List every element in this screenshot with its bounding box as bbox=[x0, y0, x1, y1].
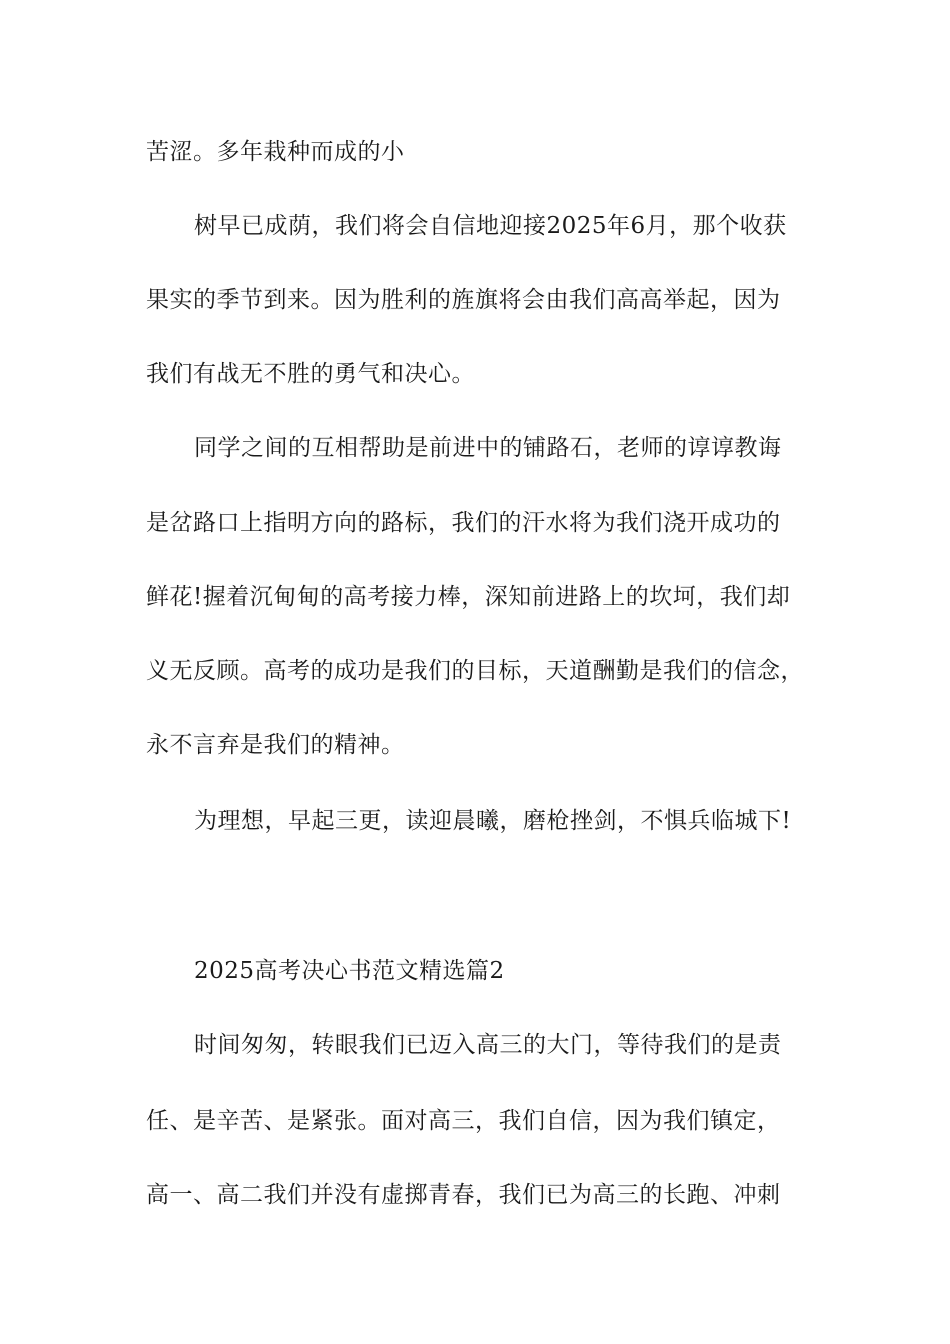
paragraph-line: 鲜花!握着沉甸甸的高考接力棒，深知前进路上的坎坷，我们却 bbox=[146, 584, 791, 610]
paragraph-line: 是岔路口上指明方向的路标，我们的汗水将为我们浇开成功的 bbox=[146, 510, 781, 536]
paragraph-line: 苦涩。多年栽种而成的小 bbox=[146, 139, 405, 165]
paragraph-line: 树早已成荫，我们将会自信地迎接2025年6月，那个收获 bbox=[194, 213, 787, 239]
paragraph-line: 我们有战无不胜的勇气和决心。 bbox=[146, 361, 475, 387]
paragraph-line: 果实的季节到来。因为胜利的旌旗将会由我们高高举起，因为 bbox=[146, 287, 781, 313]
section-heading: 2025高考决心书范文精选篇2 bbox=[194, 958, 505, 984]
paragraph-line: 高一、高二我们并没有虚掷青春，我们已为高三的长跑、冲刺 bbox=[146, 1182, 781, 1208]
paragraph-line: 义无反顾。高考的成功是我们的目标，天道酬勤是我们的信念， bbox=[146, 658, 804, 684]
paragraph-line: 为理想，早起三更，读迎晨曦，磨枪挫剑，不惧兵临城下! bbox=[194, 808, 792, 834]
paragraph-line: 任、是辛苦、是紧张。面对高三，我们自信，因为我们镇定， bbox=[146, 1108, 781, 1134]
paragraph-line: 同学之间的互相帮助是前进中的铺路石，老师的谆谆教诲 bbox=[194, 435, 782, 461]
paragraph-line: 永不言弃是我们的精神。 bbox=[146, 732, 405, 758]
paragraph-line: 时间匆匆，转眼我们已迈入高三的大门，等待我们的是责 bbox=[194, 1032, 782, 1058]
